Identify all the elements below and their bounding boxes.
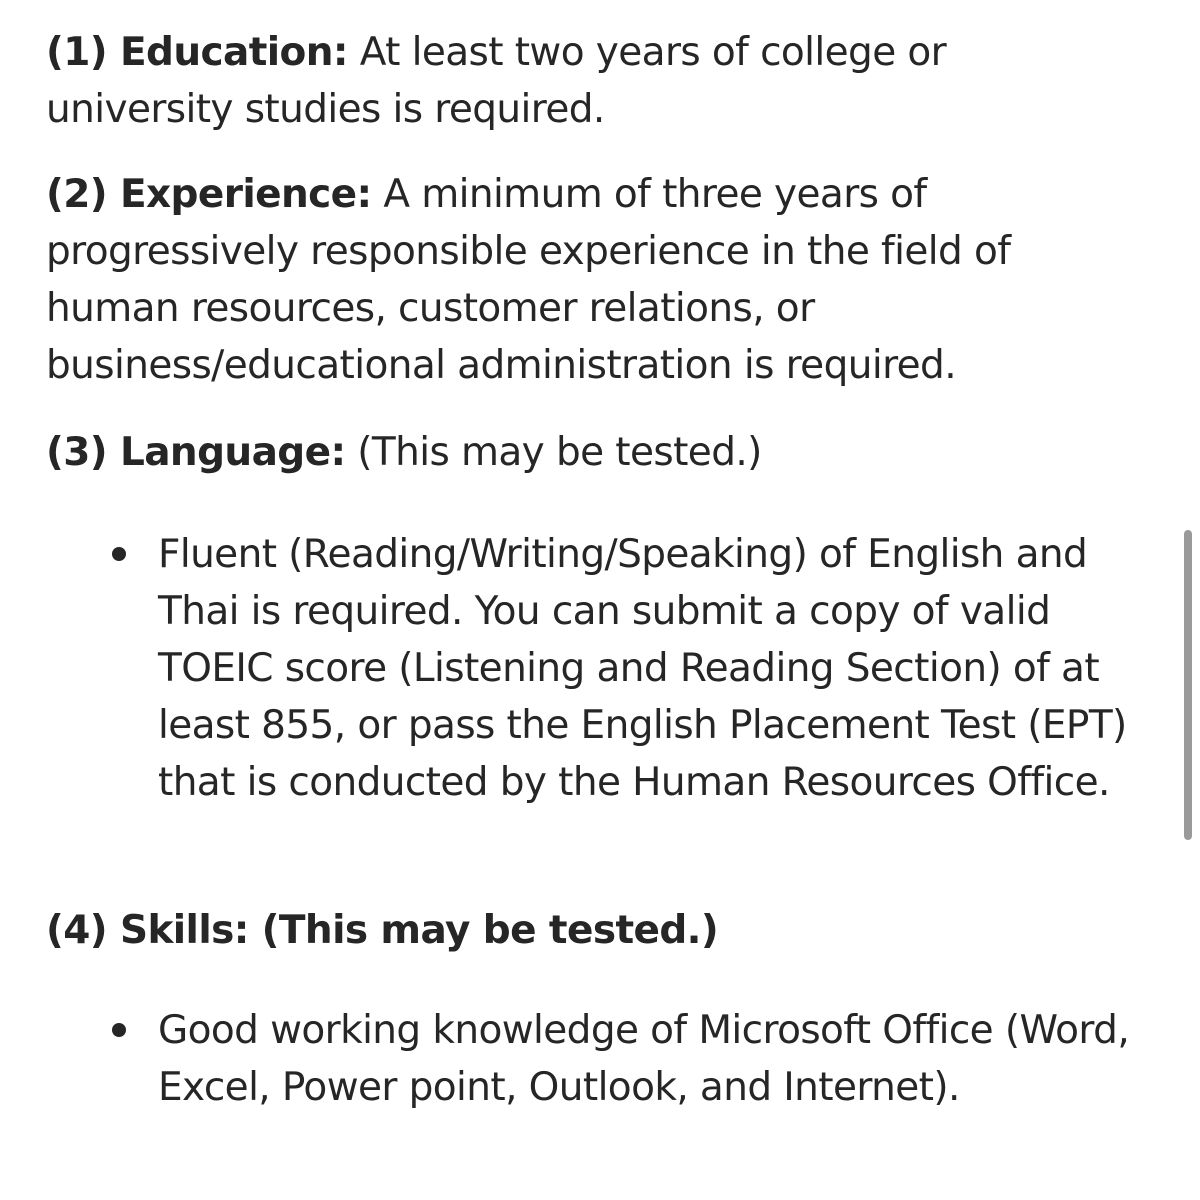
section-heading: (1) Education: <box>46 30 348 75</box>
section-language <box>46 424 1136 481</box>
section-text: At least two years of college or university studies is required. <box>46 30 947 132</box>
list-item <box>158 526 1138 811</box>
section-heading: (3) Language: <box>46 430 346 475</box>
list-item <box>158 1002 1138 1116</box>
bullet-text: Fluent (Reading/Writing/Speaking) of English and Thai is required. You can submit a copy of valid TOEIC score (Listening and Reading Section) of at least 855, or pass the English Placement Test (EPT) that is conducted by the Human Resources Office. <box>158 532 1127 805</box>
section-education <box>46 24 1136 138</box>
section-experience <box>46 166 1136 394</box>
section-text: A minimum of three years of progressively responsible experience in the field of human resources, customer relations, or business/educational administration is required. <box>46 172 1011 388</box>
bullet-text: Good working knowledge of Microsoft Office (Word, Excel, Power point, Outlook, and Internet). <box>158 1008 1130 1110</box>
section-heading: (2) Experience: <box>46 172 372 217</box>
section-text: (This may be tested.) <box>357 430 762 475</box>
bullet-icon <box>112 547 126 561</box>
section-heading: (4) Skills: (This may be tested.) <box>46 908 719 953</box>
vertical-scrollbar[interactable] <box>1184 530 1192 840</box>
bullet-icon <box>112 1023 126 1037</box>
section-skills <box>46 902 1136 959</box>
